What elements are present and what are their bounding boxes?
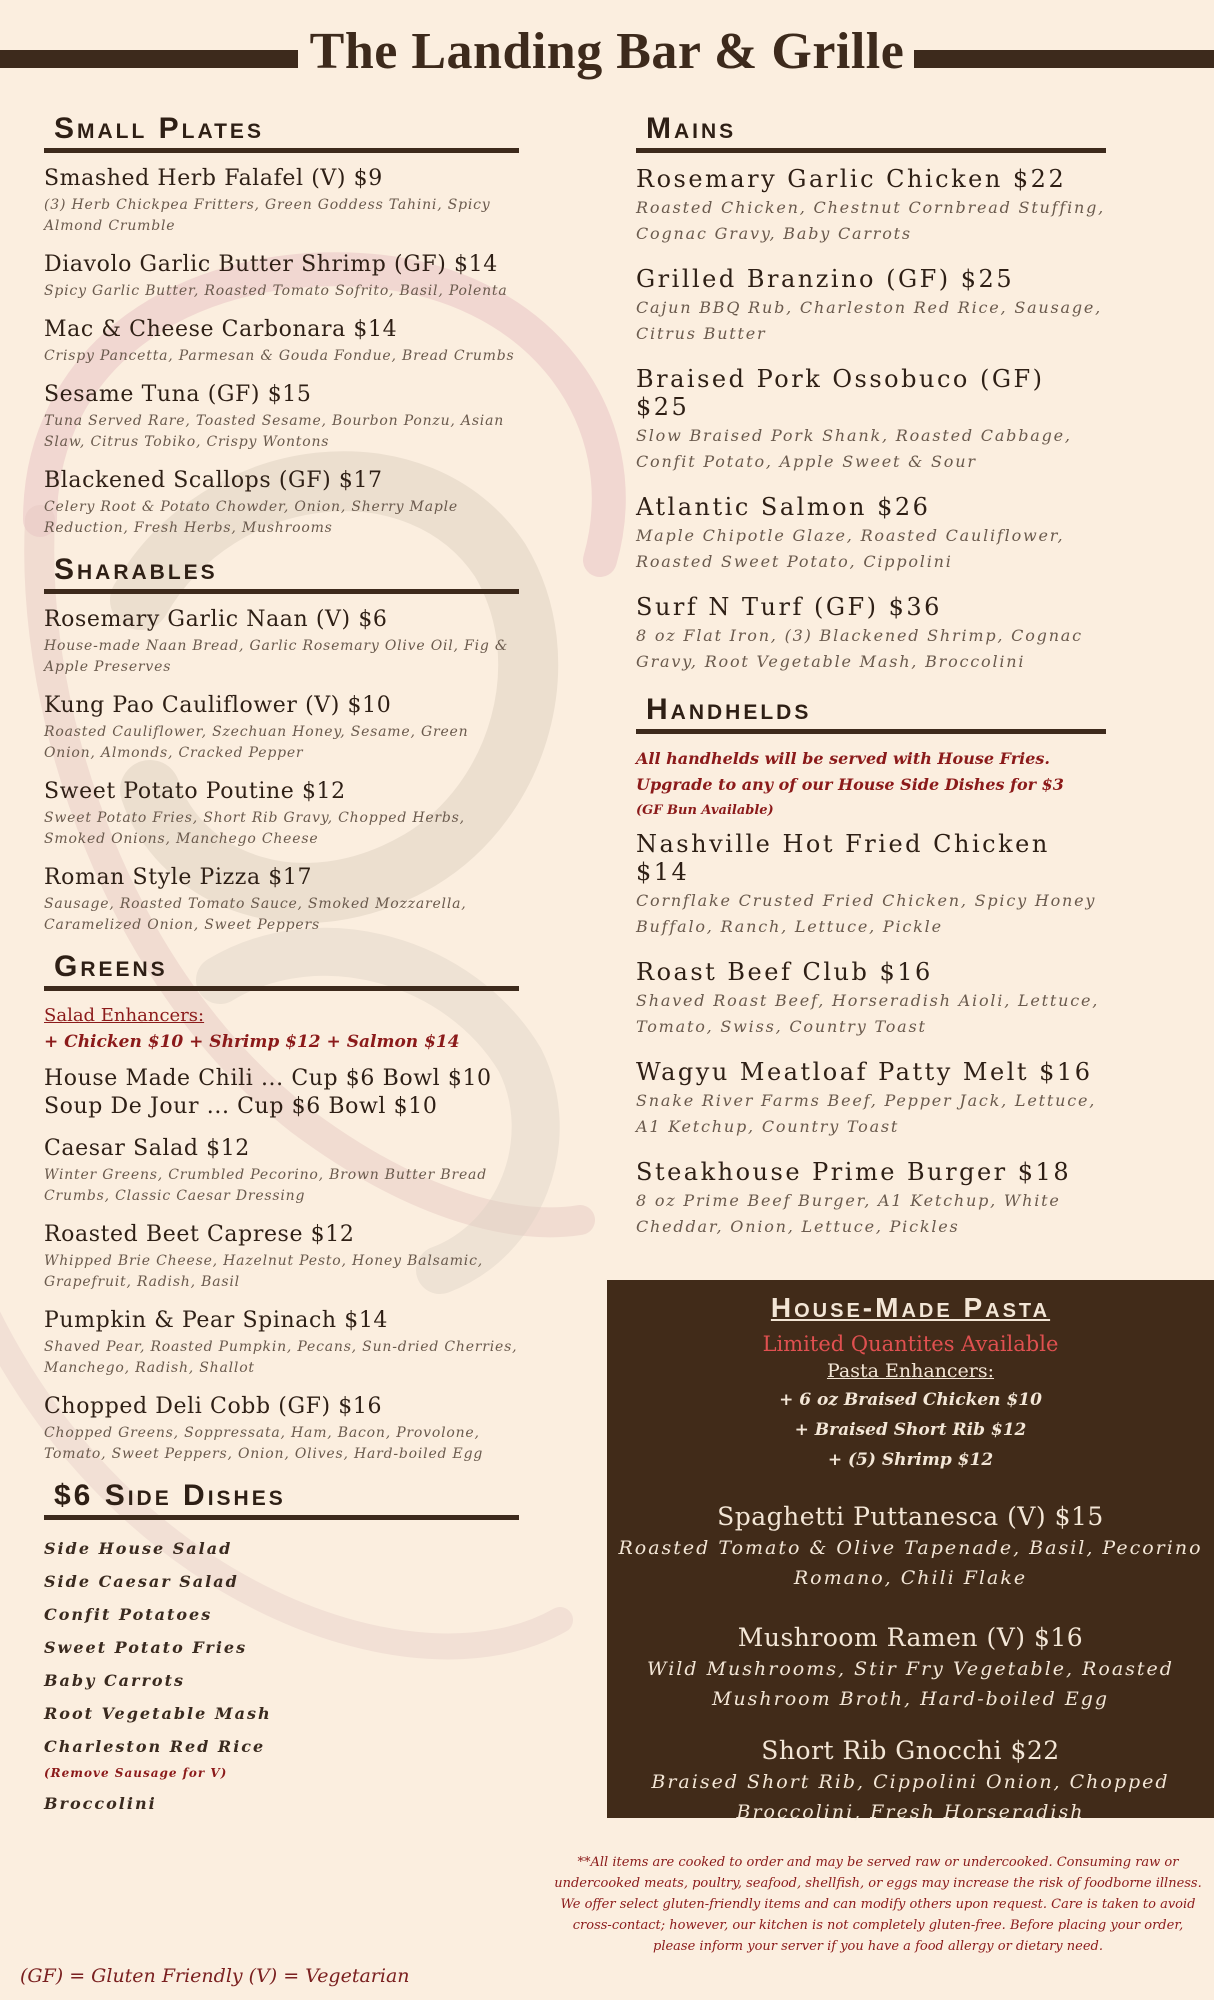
item-name: Smashed Herb Falafel (V) $9 — [44, 166, 383, 191]
menu-item — [44, 165, 519, 237]
soup-line: Soup De Jour ... Cup $6 Bowl $10 — [44, 1094, 438, 1119]
allergy-disclaimer: **All items are cooked to order and may be served raw or undercooked. Consuming raw or undercooked meats, poultry, seafood, shellfish, or eggs may increase the risk of foodborne illness. We offer select gluten-friendly items and can modify others upon request. Care is taken to avoid cross-contact; however, our kitchen is not completely gluten-free. Before placing your order, please inform your server if you have a food allergy or dietary need. — [554, 1855, 1202, 1954]
menu-item — [636, 1058, 1106, 1140]
side-dish: Root Vegetable Mash — [44, 1704, 272, 1723]
section-rule — [636, 729, 1106, 734]
item-desc: Chopped Greens, Soppressata, Ham, Bacon, Provolone, Tomato, Sweet Peppers, Onion, Olives, Hard-boiled Egg — [44, 1425, 484, 1462]
section-title-handhelds: Handhelds — [646, 693, 812, 726]
pasta-enhancer: + Braised Short Rib $12 — [794, 1420, 1027, 1440]
menu-item — [636, 265, 1106, 347]
menu-item — [636, 830, 1106, 940]
section-title-greens: Greens — [54, 950, 168, 983]
menu-item — [44, 1135, 519, 1207]
item-desc: Snake River Farms Beef, Pepper Jack, Lettuce, A1 Ketchup, Country Toast — [636, 1091, 1097, 1136]
menu-item — [636, 165, 1106, 247]
item-name: Surf N Turf (GF) $36 — [636, 593, 942, 621]
rice-note: (Remove Sausage for V) — [44, 1766, 228, 1780]
pasta-item-desc: Wild Mushrooms, Stir Fry Vegetable, Roasted Mushroom Broth, Hard-boiled Egg — [647, 1658, 1174, 1710]
pasta-enhancers-label: Pasta Enhancers: — [826, 1360, 995, 1382]
item-name: Sesame Tuna (GF) $15 — [44, 382, 312, 407]
pasta-item-name: Short Rib Gnocchi $22 — [761, 1736, 1060, 1765]
item-name: Wagyu Meatloaf Patty Melt $16 — [636, 1058, 1093, 1086]
item-name: Steakhouse Prime Burger $18 — [636, 1158, 1072, 1186]
section-title-sides: $6 Side Dishes — [54, 1479, 286, 1512]
item-name: Kung Pao Cauliflower (V) $10 — [44, 693, 392, 718]
item-name: Mac & Cheese Carbonara $14 — [44, 317, 398, 342]
item-desc: Cornflake Crusted Fried Chicken, Spicy Honey Buffalo, Ranch, Lettuce, Pickle — [636, 891, 1097, 936]
right-column — [636, 112, 1106, 1258]
section-rule — [636, 148, 1106, 153]
menu-item — [636, 493, 1106, 575]
header — [0, 22, 1214, 92]
title-bar-right — [914, 50, 1214, 68]
menu-item — [44, 1221, 519, 1293]
item-desc: 8 oz Prime Beef Burger, A1 Ketchup, White Cheddar, Onion, Lettuce, Pickles — [636, 1191, 1061, 1236]
item-name: Rosemary Garlic Naan (V) $6 — [44, 607, 388, 632]
menu-item — [44, 778, 519, 850]
item-name: Nashville Hot Fried Chicken $14 — [636, 830, 1050, 886]
item-desc: Celery Root & Potato Chowder, Onion, Sherry Maple Reduction, Fresh Herbs, Mushrooms — [44, 499, 458, 536]
item-desc: Tuna Served Rare, Toasted Sesame, Bourbon Ponzu, Asian Slaw, Citrus Tobiko, Crispy Wontons — [44, 413, 505, 450]
menu-item — [44, 606, 519, 678]
menu-item — [636, 958, 1106, 1040]
item-desc: House-made Naan Bread, Garlic Rosemary Olive Oil, Fig & Apple Preserves — [44, 638, 509, 675]
item-desc: Crispy Pancetta, Parmesan & Gouda Fondue, Bread Crumbs — [44, 348, 515, 364]
item-name: Caesar Salad $12 — [44, 1136, 250, 1161]
left-column — [44, 112, 519, 1820]
item-desc: Roasted Cauliflower, Szechuan Honey, Sesame, Green Onion, Almonds, Cracked Pepper — [44, 724, 469, 761]
menu-item — [636, 365, 1106, 475]
item-desc: Winter Greens, Crumbled Pecorino, Brown Butter Bread Crumbs, Classic Caesar Dressing — [44, 1167, 487, 1204]
side-dish: Charleston Red Rice — [44, 1737, 266, 1756]
item-name: Chopped Deli Cobb (GF) $16 — [44, 1394, 383, 1419]
item-name: Diavolo Garlic Butter Shrimp (GF) $14 — [44, 252, 498, 277]
side-dish: Broccolini — [44, 1794, 157, 1813]
item-desc: (3) Herb Chickpea Fritters, Green Goddess Tahini, Spicy Almond Crumble — [44, 197, 491, 234]
item-name: Roman Style Pizza $17 — [44, 865, 313, 890]
item-desc: Shaved Roast Beef, Horseradish Aioli, Lettuce, Tomato, Swiss, Country Toast — [636, 991, 1100, 1036]
item-desc: 8 oz Flat Iron, (3) Blackened Shrimp, Cognac Gravy, Root Vegetable Mash, Broccolini — [636, 626, 1083, 671]
menu-item — [44, 251, 519, 302]
item-name: Atlantic Salmon $26 — [636, 493, 931, 521]
side-dish: Confit Potatoes — [44, 1605, 213, 1624]
item-desc: Maple Chipotle Glaze, Roasted Cauliflower, Roasted Sweet Potato, Cippolini — [636, 526, 1065, 571]
item-name: Roast Beef Club $16 — [636, 958, 933, 986]
item-name: Sweet Potato Poutine $12 — [44, 779, 346, 804]
section-title-mains: Mains — [646, 112, 737, 145]
item-desc: Sweet Potato Fries, Short Rib Gravy, Chopped Herbs, Smoked Onions, Manchego Cheese — [44, 810, 465, 847]
menu-item — [44, 467, 519, 539]
title-bar-left — [0, 50, 298, 68]
pasta-panel — [607, 1280, 1214, 1823]
side-dish: Sweet Potato Fries — [44, 1638, 248, 1657]
section-rule — [44, 1515, 519, 1520]
pasta-enhancer: + (5) Shrimp $12 — [827, 1450, 994, 1470]
menu-item — [636, 593, 1106, 675]
handhelds-note-upgrade: Upgrade to any of our House Side Dishes for $3 — [636, 775, 1064, 794]
item-desc: Slow Braised Pork Shank, Roasted Cabbage, Confit Potato, Apple Sweet & Sour — [636, 426, 1072, 471]
item-desc: Roasted Chicken, Chestnut Cornbread Stuffing, Cognac Gravy, Baby Carrots — [636, 198, 1106, 243]
pasta-item-desc: Roasted Tomato & Olive Tapenade, Basil, Pecorino Romano, Chili Flake — [618, 1537, 1203, 1589]
item-desc: Cajun BBQ Rub, Charleston Red Rice, Sausage, Citrus Butter — [636, 298, 1103, 343]
salad-enhancers: + Chicken $10 + Shrimp $12 + Salmon $14 — [44, 1032, 460, 1052]
menu-item — [636, 1158, 1106, 1240]
side-dish: Side Caesar Salad — [44, 1572, 239, 1591]
section-rule — [44, 986, 519, 991]
dietary-legend: (GF) = Gluten Friendly (V) = Vegetarian — [20, 1965, 410, 1987]
section-rule — [44, 589, 519, 594]
menu-item — [44, 1307, 519, 1379]
section-title-small-plates: Small Plates — [54, 112, 264, 145]
item-name: Roasted Beet Caprese $12 — [44, 1222, 355, 1247]
item-name: Pumpkin & Pear Spinach $14 — [44, 1308, 389, 1333]
menu-item — [44, 316, 519, 367]
section-title-sharables: Sharables — [54, 553, 218, 586]
section-rule — [44, 148, 519, 153]
item-desc: Shaved Pear, Roasted Pumpkin, Pecans, Sun-dried Cherries, Manchego, Radish, Shallot — [44, 1339, 518, 1376]
item-name: Grilled Branzino (GF) $25 — [636, 265, 1015, 293]
item-name: Blackened Scallops (GF) $17 — [44, 468, 383, 493]
pasta-title: House-Made Pasta — [770, 1292, 1051, 1323]
handhelds-note-fries: All handhelds will be served with House Fries. — [636, 749, 1050, 768]
handhelds-note-gf-bun: (GF Bun Available) — [636, 803, 774, 818]
menu-item — [44, 864, 519, 936]
pasta-item-desc: Braised Short Rib, Cippolini Onion, Chopped Broccolini, Fresh Horseradish — [651, 1771, 1170, 1823]
item-desc: Spicy Garlic Butter, Roasted Tomato Sofrito, Basil, Polenta — [44, 283, 508, 299]
pasta-enhancer: + 6 oz Braised Chicken $10 — [779, 1390, 1042, 1410]
pasta-limited-note: Limited Quantites Available — [762, 1332, 1059, 1356]
menu-item — [44, 692, 519, 764]
menu-item — [44, 1393, 519, 1465]
chili-line: House Made Chili ... Cup $6 Bowl $10 — [44, 1066, 492, 1091]
salad-enhancers-label: Salad Enhancers: — [44, 1005, 205, 1026]
item-desc: Sausage, Roasted Tomato Sauce, Smoked Mozzarella, Caramelized Onion, Sweet Peppers — [44, 896, 467, 933]
menu-item — [44, 381, 519, 453]
side-dish: Side House Salad — [44, 1539, 233, 1558]
pasta-item-name: Mushroom Ramen (V) $16 — [737, 1623, 1084, 1652]
item-name: Braised Pork Ossobuco (GF) $25 — [636, 365, 1045, 421]
item-name: Rosemary Garlic Chicken $22 — [636, 165, 1067, 193]
restaurant-title: The Landing Bar & Grille — [309, 23, 905, 80]
item-desc: Whipped Brie Cheese, Hazelnut Pesto, Honey Balsamic, Grapefruit, Radish, Basil — [44, 1253, 483, 1290]
side-dish-list — [44, 1532, 519, 1820]
side-dish: Baby Carrots — [44, 1671, 185, 1690]
pasta-item-name: Spaghetti Puttanesca (V) $15 — [717, 1502, 1104, 1531]
